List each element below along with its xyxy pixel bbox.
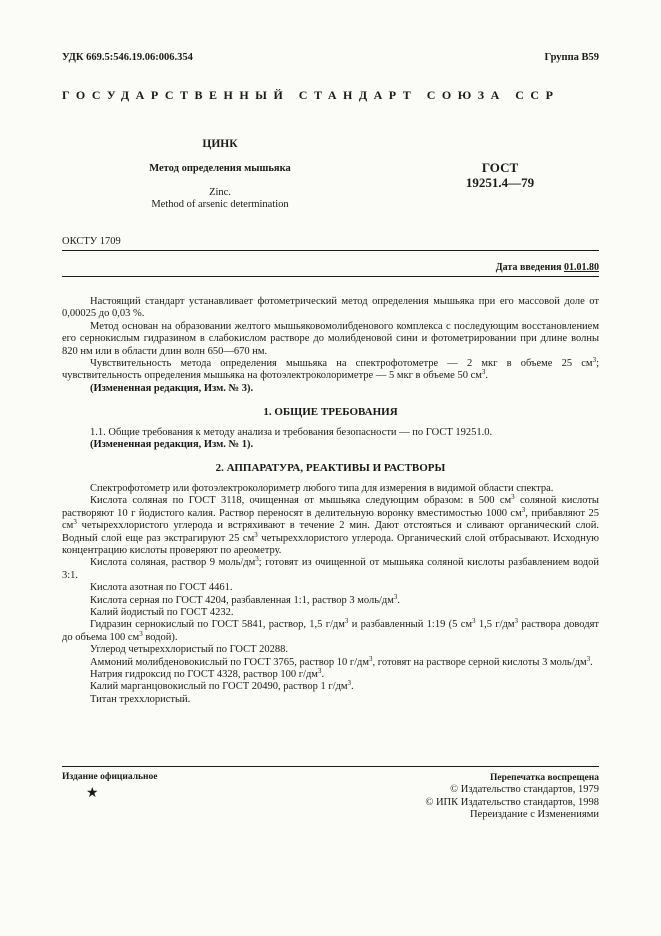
- gost-label: ГОСТ: [481, 160, 519, 175]
- method-title: Метод определения мышьяка: [149, 163, 291, 174]
- divider-top: [62, 250, 599, 251]
- document-title: ЦИНК: [202, 138, 238, 150]
- official-edition: Издание официальное: [62, 772, 158, 782]
- paragraph: Настоящий стандарт устанавливает фотометрический метод определения мышьяка при его массовой доле от 0,00025 до 0,03 %.: [62, 296, 599, 320]
- divider-footer: [62, 766, 599, 767]
- paragraph: Кислота серная по ГОСТ 4204, разбавленная 1:1, раствор 3 моль/$дм^3$.: [90, 592, 401, 606]
- paragraph: Кислота соляная по ГОСТ 3118, очищенная от мышьяка следующим образом: в 500 $см^3$ соляной кислоты растворяют 10 г йодистого калия. Раствор переносят в делительную воронку вместимостью 1000 $см^3$, прибавляют 25 $см^3$ четыреххлористого углерода и встряхивают в течение 2 мин. Дают отстояться и сливают органический слой. Водный слой еще раз экстрагируют 25 $см^3$ четыреххлористого углерода. Органический слой отбрасывают. Исходную концентрацию кислоты проверяют по ареометру.: [62, 493, 599, 556]
- paragraph: Натрия гидроксид по ГОСТ 4328, раствор 100 $г/дм^3$.: [90, 666, 325, 680]
- paragraph: Калий йодистый по ГОСТ 4232.: [90, 606, 234, 618]
- document-body: [62, 296, 599, 706]
- paragraph: Кислота соляная, раствор 9 моль/$дм^3$; готовят из очищенной от мышьяка соляной кислоты разбавлением водой 3:1.: [62, 555, 599, 581]
- paragraph: Гидразин сернокислый по ГОСТ 5841, раствор, 1,5 $г/дм^3$ и разбавленный 1:19 (5 $см^3$ 1,5 $г/дм^3$ раствора доводят до объема 100 $см^3$ водой).: [62, 617, 599, 643]
- paragraph: Спектрофотометр или фотоэлектроколориметр любого типа для измерения в видимой области спектра.: [90, 482, 554, 494]
- paragraph: Кислота азотная по ГОСТ 4461.: [90, 582, 233, 594]
- section-heading: 1. ОБЩИЕ ТРЕБОВАНИЯ: [263, 406, 398, 419]
- divider-date: [62, 276, 599, 277]
- group-code: Группа В59: [544, 52, 599, 63]
- paragraph: Чувствительность метода определения мышьяка на спектрофотометре — 2 мкг в объеме 25 $см^3$; чувствительность определения мышьяка на фотоэлектроколориметре — 5 мкг в объеме 50 $см^3$.: [62, 356, 599, 382]
- copyright-1979: © Издательство стандартов, 1979: [450, 784, 599, 796]
- amendment-note: (Измененная редакция, Изм. № 1).: [90, 439, 254, 451]
- paragraph: Титан треххлористый.: [90, 693, 191, 705]
- paragraph: Метод основан на образовании желтого мышьяковомолибденового комплекса с последующим восстановлением его сернокислым гидразином в слабокислом растворе до молибденовой сини и фотометрировании при длине волны 820 нм или в области длин волн 650—670 нм.: [62, 320, 599, 357]
- reprint-notice: Перепечатка воспрещена: [489, 773, 599, 783]
- paragraph: Углерод четыреххлористый по ГОСТ 20288.: [90, 644, 289, 656]
- state-standard-banner: ГОСУДАРСТВЕННЫЙ СТАНДАРТ СОЮЗА ССР: [62, 88, 560, 102]
- intro-date-value: 01.01.80: [564, 262, 599, 273]
- english-title-2: Method of arsenic determination: [151, 199, 289, 210]
- paragraph: Аммоний молибденовокислый по ГОСТ 3765, раствор 10 $г/дм^3$, готовят на растворе серной кислоты 3 моль/$дм^3$.: [90, 654, 593, 668]
- copyright-1998: © ИПК Издательство стандартов, 1998: [425, 796, 599, 808]
- star-icon: ★: [86, 786, 99, 801]
- udk-code: УДК 669.5:546.19.06:006.354: [62, 52, 193, 63]
- intro-date: [496, 262, 599, 273]
- english-title-1: Zinc.: [209, 187, 231, 198]
- amendment-note: (Измененная редакция, Изм. № 3).: [90, 382, 254, 394]
- paragraph: Калий марганцовокислый по ГОСТ 20490, раствор 1 $г/дм^3$.: [90, 679, 354, 693]
- paragraph: 1.1. Общие требования к методу анализа и требования безопасности — по ГОСТ 19251.0.: [90, 426, 493, 438]
- footer-copyright: [425, 772, 599, 822]
- gost-number: 19251.4—79: [465, 175, 535, 190]
- section-heading: 2. АППАРАТУРА, РЕАКТИВЫ И РАСТВОРЫ: [215, 462, 446, 475]
- okstu-code: ОКСТУ 1709: [62, 236, 121, 247]
- reissue-note: Переиздание с Изменениями: [469, 809, 599, 821]
- intro-date-label: Дата введения: [495, 262, 564, 273]
